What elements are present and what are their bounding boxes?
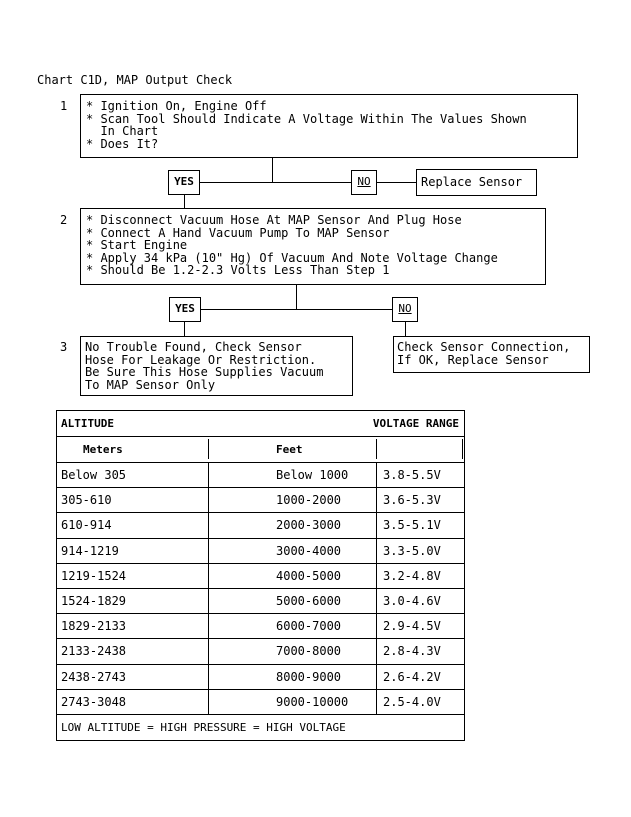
- text-line: * Scan Tool Should Indicate A Voltage Within The Values Shown: [86, 111, 527, 126]
- meters-cell: 2743-3048: [61, 694, 127, 709]
- feet-cell: 3000-4000: [276, 543, 342, 558]
- column-divider: [208, 614, 209, 638]
- check-sensor-text: [397, 341, 570, 366]
- column-divider: [376, 513, 377, 537]
- column-divider: [208, 690, 209, 714]
- feet-cell: 1000-2000: [276, 493, 342, 508]
- voltage-cell: 3.5-5.1V: [383, 518, 441, 533]
- meters-cell: 914-1219: [61, 543, 119, 558]
- table-row: [57, 539, 464, 564]
- column-divider: [208, 539, 209, 563]
- column-divider: [376, 589, 377, 613]
- column-divider: [376, 564, 377, 588]
- text-line: Hose For Leakage Or Restriction.: [85, 352, 317, 367]
- connector-line: [376, 182, 416, 183]
- check-sensor-box: [393, 336, 590, 373]
- table-footer-row: [57, 715, 464, 740]
- altitude-header: ALTITUDE: [61, 417, 114, 430]
- voltage-cell: 3.0-4.6V: [383, 594, 441, 609]
- altitude-table: [56, 410, 465, 741]
- text-line: * Ignition On, Engine Off: [86, 99, 267, 113]
- connector-line: [199, 182, 351, 183]
- voltage-range-header: VOLTAGE RANGE: [372, 417, 459, 430]
- text-line: * Should Be 1.2-2.3 Volts Less Than Step 1: [86, 263, 390, 278]
- voltage-cell: 2.6-4.2V: [383, 669, 441, 684]
- column-divider: [376, 665, 377, 689]
- column-divider: [208, 488, 209, 512]
- page-title: Chart C1D, MAP Output Check: [37, 73, 233, 87]
- meters-cell: 1219-1524: [61, 568, 127, 583]
- voltage-cell: 3.6-5.3V: [383, 493, 441, 508]
- column-divider: [208, 564, 209, 588]
- text-line: In Chart: [86, 124, 159, 139]
- no-label-2: NO: [392, 297, 418, 322]
- step-2-text: [86, 214, 498, 277]
- column-divider: [208, 439, 209, 459]
- feet-cell: 4000-5000: [276, 568, 342, 583]
- meters-cell: 2438-2743: [61, 669, 127, 684]
- table-row: [57, 665, 464, 690]
- column-divider: [376, 639, 377, 663]
- text-line: * Disconnect Vacuum Hose At MAP Sensor And Plug Hose: [86, 213, 462, 227]
- voltage-cell: 2.8-4.3V: [383, 644, 441, 659]
- feet-cell: Below 1000: [276, 468, 349, 483]
- table-subheader-row: [57, 437, 464, 463]
- column-divider: [376, 488, 377, 512]
- column-divider: [376, 614, 377, 638]
- yes-label-1: YES: [168, 170, 200, 195]
- meters-cell: Below 305: [61, 468, 127, 483]
- column-divider: [376, 690, 377, 714]
- table-row: [57, 639, 464, 664]
- connector-line: [184, 322, 185, 336]
- column-divider: [208, 463, 209, 487]
- step-2-box: [80, 208, 546, 285]
- yes-label-2: YES: [169, 297, 201, 322]
- feet-cell: 2000-3000: [276, 518, 342, 533]
- feet-cell: 9000-10000: [276, 694, 349, 709]
- table-row: [57, 463, 464, 488]
- column-divider: [208, 513, 209, 537]
- connector-line: [296, 285, 297, 309]
- feet-header: Feet: [276, 443, 303, 456]
- column-divider: [208, 639, 209, 663]
- table-row: [57, 690, 464, 715]
- table-row: [57, 488, 464, 513]
- feet-cell: 5000-6000: [276, 594, 342, 609]
- table-row: [57, 513, 464, 538]
- no-label-1: NO: [351, 170, 377, 195]
- meters-cell: 2133-2438: [61, 644, 127, 659]
- meters-cell: 1524-1829: [61, 594, 127, 609]
- voltage-cell: 3.2-4.8V: [383, 568, 441, 583]
- text-line: * Apply 34 kPa (10" Hg) Of Vacuum And Note Voltage Change: [86, 250, 498, 265]
- feet-cell: 6000-7000: [276, 619, 342, 634]
- feet-cell: 7000-8000: [276, 644, 342, 659]
- text-line: * Does It?: [86, 136, 159, 151]
- column-divider: [208, 589, 209, 613]
- step-3-box: [80, 336, 353, 396]
- meters-cell: 305-610: [61, 493, 112, 508]
- step-3-text: [85, 341, 323, 391]
- step-1-text: [86, 100, 527, 150]
- meters-cell: 1829-2133: [61, 619, 127, 634]
- text-line: * Connect A Hand Vacuum Pump To MAP Sensor: [86, 225, 390, 240]
- step-2-number: 2: [60, 213, 68, 227]
- column-divider: [376, 439, 377, 459]
- voltage-cell: 2.9-4.5V: [383, 619, 441, 634]
- meters-header: Meters: [83, 443, 123, 456]
- column-divider: [208, 665, 209, 689]
- voltage-cell: 3.3-5.0V: [383, 543, 441, 558]
- replace-sensor-box: Replace Sensor: [416, 169, 537, 196]
- step-1-number: 1: [60, 99, 68, 113]
- text-line: No Trouble Found, Check Sensor: [85, 340, 302, 354]
- text-line: Be Sure This Hose Supplies Vacuum: [85, 365, 324, 380]
- step-1-box: [80, 94, 578, 158]
- connector-line: [184, 309, 405, 310]
- connector-line: [272, 158, 273, 182]
- feet-cell: 8000-9000: [276, 669, 342, 684]
- step-3-number: 3: [60, 340, 68, 354]
- text-line: * Start Engine: [86, 238, 188, 253]
- voltage-cell: 3.8-5.5V: [383, 468, 441, 483]
- text-line: To MAP Sensor Only: [85, 377, 216, 392]
- table-row: [57, 589, 464, 614]
- table-footer: LOW ALTITUDE = HIGH PRESSURE = HIGH VOLTAGE: [61, 721, 346, 734]
- table-row: [57, 564, 464, 589]
- text-line: If OK, Replace Sensor: [397, 352, 549, 367]
- column-divider: [376, 463, 377, 487]
- connector-line: [184, 195, 185, 208]
- table-row: [57, 614, 464, 639]
- column-divider: [376, 539, 377, 563]
- column-divider: [462, 439, 463, 459]
- table-header-row: [57, 411, 464, 437]
- connector-line: [405, 322, 406, 336]
- meters-cell: 610-914: [61, 518, 112, 533]
- text-line: Check Sensor Connection,: [397, 340, 571, 354]
- voltage-cell: 2.5-4.0V: [383, 694, 441, 709]
